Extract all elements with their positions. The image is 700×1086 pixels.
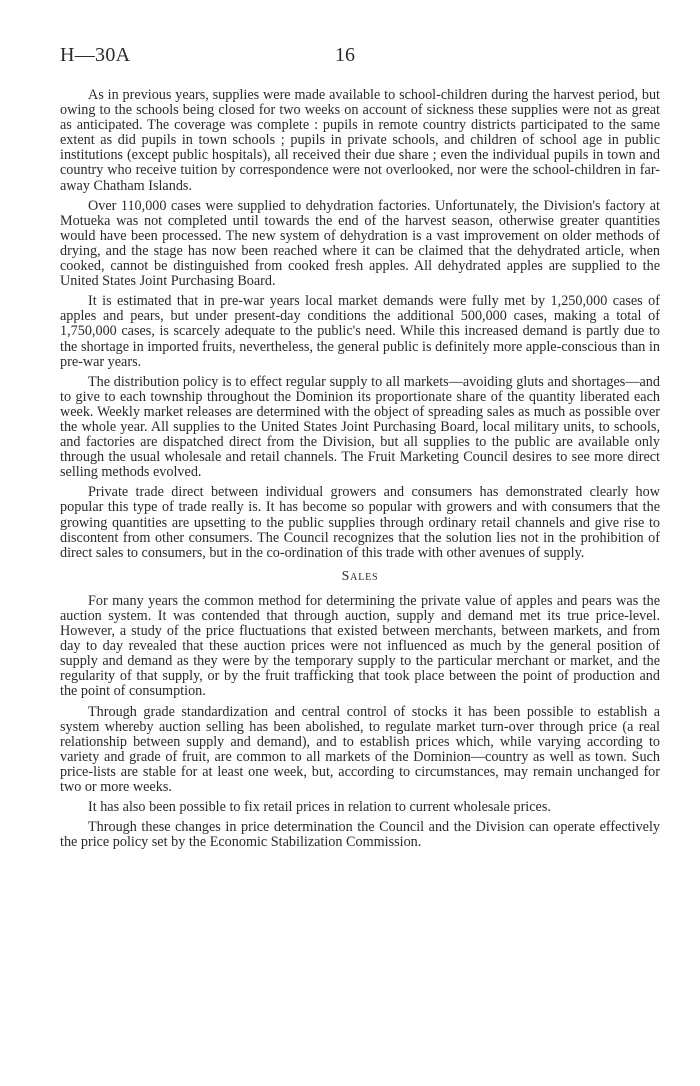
paragraph-dehydration: Over 110,000 cases were supplied to dehydration factories. Unfortunately, the Division's factory at Motueka was not completed until towards the end of the harvest season, otherwise greater quantities would have been processed. The new system of dehydration is a vast improvement on older methods of drying, and the stage has now been reached where it can be claimed that the dehydrated article, when cooked, cannot be distinguished from cooked fresh apples. All dehydrated apples are supplied to the United States Joint Purchasing Board.	[60, 197, 660, 290]
paragraph-price-policy: Through these changes in price determination the Council and the Division can operate effectively the price policy set by the Economic Stabilization Commission.	[60, 819, 660, 851]
body-text	[60, 88, 660, 855]
page-header	[60, 44, 640, 70]
paragraph-market-demand: It is estimated that in pre-war years local market demands were fully met by 1,250,000 cases of apples and pears, but under present-day conditions the additional 500,000 cases, making a total of 1,750,000 cases, is scarcely adequate to the public's need. While this increased demand is partly due to the shortage in imported fruits, nevertheless, the general public is definitely more apple-conscious than in pre-war years.	[60, 293, 660, 370]
paragraph-school-supplies: As in previous years, supplies were made available to school-children during the harvest period, but owing to the schools being closed for two weeks on account of sickness these supplies were not as great as anticipated. The coverage was complete : pupils in remote country districts participated to the same extent as did pupils in town schools ; pupils in private schools, and children of school age in public institutions (except public hospitals), all received their due share ; even the individual pupils in town and country who receive tuition by correspondence were not overlooked, nor were the school-children in far-away Chatham Islands.	[60, 87, 660, 194]
paragraph-retail-prices: It has also been possible to fix retail prices in relation to current wholesale prices.	[88, 799, 551, 816]
paragraph-private-trade: Private trade direct between individual growers and consumers has demonstrated clearly how popular this type of trade really is. It has become so popular with growers and with consumers that the growing quantities are upsetting to the public supplies through ordinary retail channels and give rise to discontent from other consumers. The Council recognizes that the solution lies not in the prohibition of direct sales to consumers, but in the co-ordination of this trade with other avenues of supply.	[60, 484, 660, 561]
paragraph-distribution-policy: The distribution policy is to effect regular supply to all markets—avoiding gluts and shortages—and to give to each township throughout the Dominion its proportionate share of the quantity liberated each week. Weekly market releases are determined with the object of spreading sales as much as possible over the whole year. All supplies to the United States Joint Purchasing Board, local military units, to schools, and factories are dispatched direct from the Division, but all supplies to the public are available only through the usual wholesale and retail channels. The Fruit Marketing Council desires to see more direct selling methods evolved.	[60, 373, 660, 481]
section-heading-sales: Sales	[341, 568, 379, 584]
document-reference: H—30A	[60, 44, 131, 66]
page-number: 16	[335, 44, 355, 66]
paragraph-grade-standardization: Through grade standardization and central control of stocks it has been possible to establish a system whereby auction selling has been abolished, to regulate market turn-over through price (a real relationship between supply and demand), and to establish prices which, while varying according to variety and grade of fruit, are common to all markets of the Dominion—country as well as town. Such price-lists are stable for at least one week, but, according to circumstances, may remain unchanged for two or more weeks.	[60, 703, 660, 796]
paragraph-auction-system: For many years the common method for determining the private value of apples and pears was the auction system. It was contended that through auction, supply and demand met its true price-level. However, a study of the price fluctuations that existed between merchants, between markets, and from day to day revealed that these auction prices were not influenced as much by the general position of supply and demand as they were by the temporary supply to the particular merchant or market, and the regularity of that supply, or by the fruit trafficking that took place between the point of production and the point of consumption.	[60, 592, 660, 700]
